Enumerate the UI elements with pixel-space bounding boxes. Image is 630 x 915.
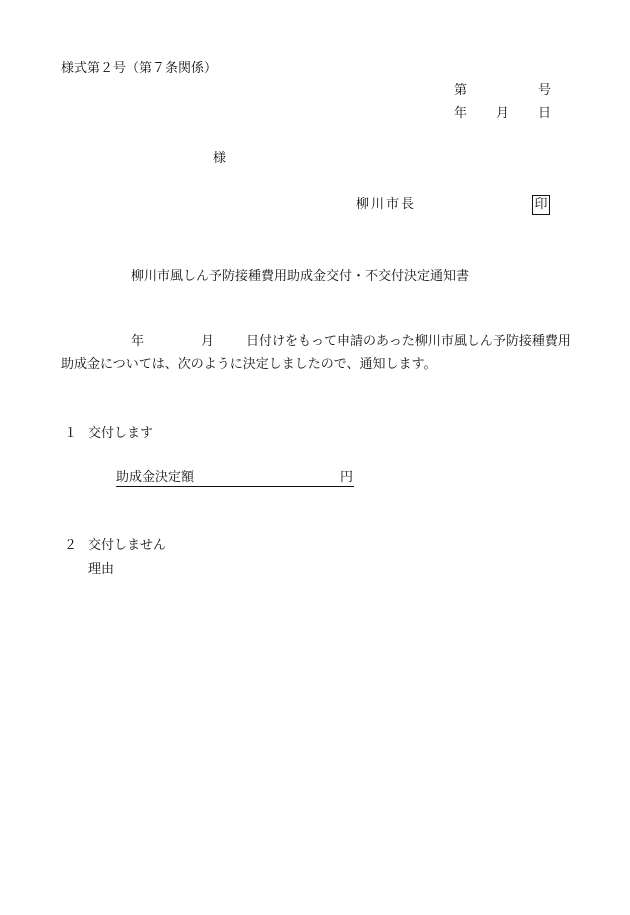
body-line-1-text: 日付けをもって申請のあった柳川市風しん予防接種費用 <box>246 334 571 349</box>
amount-unit: 円 <box>340 470 354 485</box>
item-2-number: ２ <box>64 538 78 553</box>
item-1-number: １ <box>64 426 78 441</box>
date-day-label: 日 <box>538 106 552 121</box>
date-year-label: 年 <box>454 106 468 121</box>
issuer-name: 柳川市長 <box>356 197 417 212</box>
body-paragraph-line-1 <box>61 334 571 350</box>
amount-label: 助成金決定額 <box>116 470 195 485</box>
seal-mark: 印 <box>532 195 550 215</box>
body-year-label: 年 <box>131 334 145 349</box>
document-title: 柳川市風しん予防接種費用助成金交付・不交付決定通知書 <box>131 269 470 284</box>
body-paragraph-line-2: 助成金については、次のように決定しましたので、通知します。 <box>61 357 437 372</box>
amount-underline <box>116 486 354 487</box>
recipient-honorific: 様 <box>213 151 227 166</box>
reason-label: 理由 <box>88 562 115 577</box>
doc-number-prefix: 第 <box>454 83 468 98</box>
item-2-label: 交付しません <box>88 538 167 553</box>
item-1-label: 交付します <box>88 426 154 441</box>
form-number: 様式第２号（第７条関係） <box>61 61 218 76</box>
body-month-label: 月 <box>201 334 215 349</box>
doc-number-suffix: 号 <box>538 83 552 98</box>
date-month-label: 月 <box>496 106 510 121</box>
